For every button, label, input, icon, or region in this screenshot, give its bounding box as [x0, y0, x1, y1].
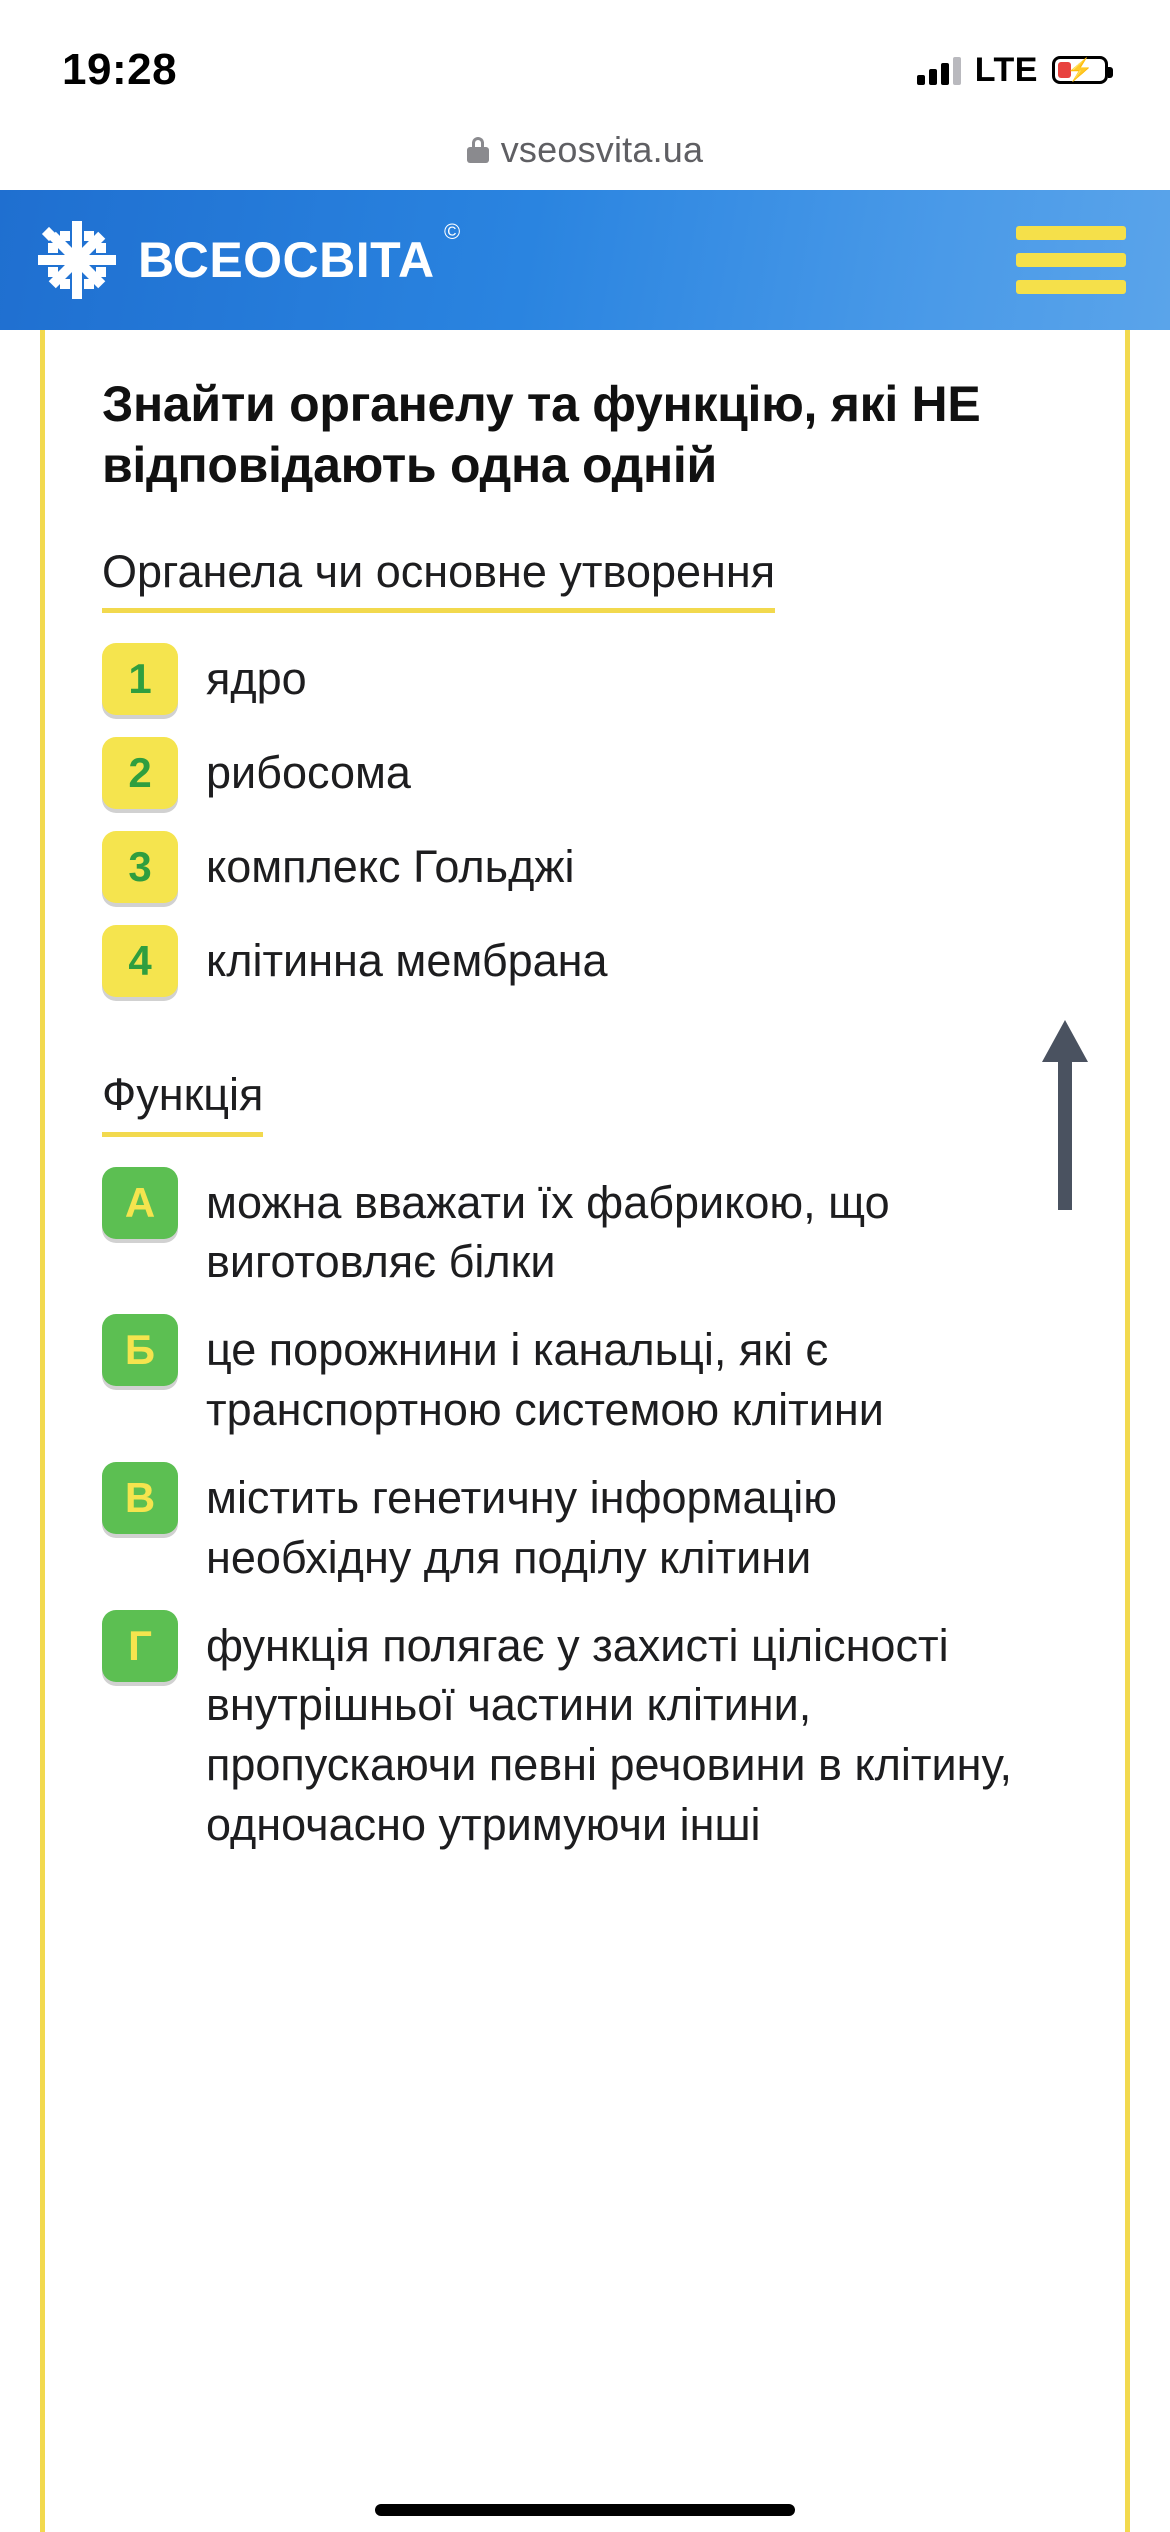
- site-header: [0, 190, 1170, 330]
- url-text: vseosvita.ua: [500, 129, 704, 170]
- brand-text: ВСЕОСВІТА: [138, 232, 435, 288]
- status-time: 19:28: [62, 45, 178, 94]
- cellular-signal-icon: [917, 55, 961, 85]
- page-content: [0, 330, 1170, 2532]
- option-text: можна вважати їх фабрикою, що виготовляє білки: [206, 1176, 890, 1288]
- option-text: рибосома: [206, 747, 411, 799]
- option-text: містить генетичну інформацію необхідну для поділу клітини: [206, 1471, 838, 1583]
- option-text: комплекс Гольджі: [206, 841, 575, 893]
- option-text: це порожнини і канальці, які є транспортною системою клітини: [206, 1324, 884, 1436]
- option-marker: 1: [102, 643, 178, 715]
- list-item[interactable]: [102, 1314, 1100, 1440]
- question-title: Знайти органелу та функцію, які НЕ відповідають одна одній: [102, 376, 981, 493]
- brand-copyright-mark: ©: [443, 219, 461, 244]
- group-2-label: Функція: [102, 1067, 263, 1136]
- option-marker: 4: [102, 925, 178, 997]
- option-text: функція полягає у захисті цілісності внутрішньої частини клітини, пропускаючи певні речовини в клітину, одночасно утримуючи інші: [206, 1619, 1013, 1851]
- vseosvita-snowflake-logo: [34, 217, 120, 303]
- list-item[interactable]: [102, 925, 1100, 997]
- option-text: клітинна мембрана: [206, 935, 608, 987]
- option-marker: Г: [102, 1610, 178, 1682]
- group-1-label: Органела чи основне утворення: [102, 544, 775, 613]
- list-item[interactable]: [102, 737, 1100, 809]
- group-2-options: [102, 1167, 1100, 1855]
- option-text: ядро: [206, 653, 307, 705]
- list-item[interactable]: [102, 1167, 1100, 1293]
- lock-icon: [467, 137, 489, 163]
- option-marker: А: [102, 1167, 178, 1239]
- option-marker: 3: [102, 831, 178, 903]
- home-indicator: [375, 2504, 795, 2516]
- brand-name: [138, 219, 461, 288]
- up-arrow-annotation: [1042, 1020, 1088, 1210]
- brand-block[interactable]: [34, 217, 461, 303]
- option-marker: 2: [102, 737, 178, 809]
- option-marker: В: [102, 1462, 178, 1534]
- browser-url-bar[interactable]: [0, 110, 1170, 190]
- status-indicators: [917, 51, 1108, 90]
- right-border-accent: [1125, 330, 1130, 2532]
- group-1-options: [102, 643, 1100, 997]
- left-border-accent: [40, 330, 45, 2532]
- list-item[interactable]: [102, 831, 1100, 903]
- hamburger-menu-icon[interactable]: [1016, 222, 1126, 298]
- network-type-label: LTE: [974, 50, 1038, 89]
- option-marker: Б: [102, 1314, 178, 1386]
- list-item[interactable]: [102, 1610, 1100, 1855]
- battery-charging-icon: ⚡: [1052, 56, 1108, 84]
- list-item[interactable]: [102, 1462, 1100, 1588]
- status-bar: [0, 0, 1170, 110]
- list-item[interactable]: [102, 643, 1100, 715]
